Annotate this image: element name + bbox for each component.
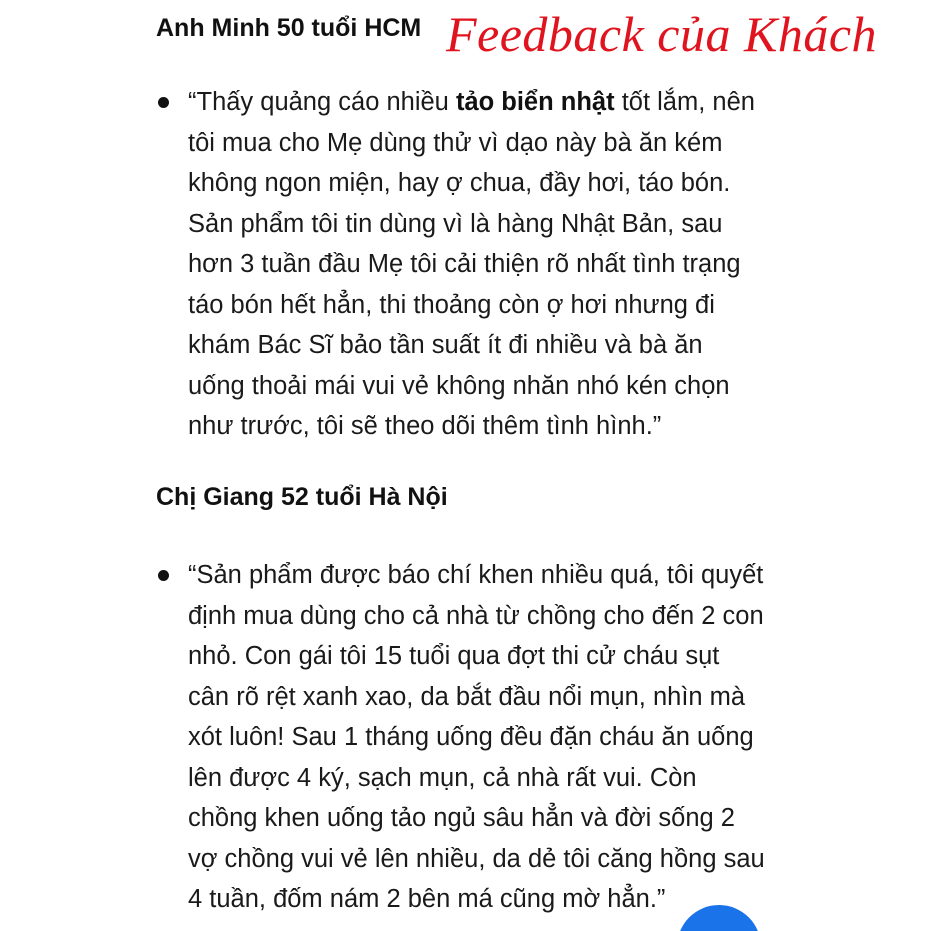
quote-line: táo bón hết hẳn, thi thoảng còn ợ hơi nhưng đi — [188, 290, 715, 319]
review-quote-2 — [188, 555, 908, 920]
quote-text: “Thấy quảng cáo nhiều — [188, 88, 456, 116]
quote-line: nhỏ. Con gái tôi 15 tuổi qua đợt thi cử cháu sụt — [188, 642, 720, 670]
quote-line: lên được 4 ký, sạch mụn, cả nhà rất vui. Còn — [188, 763, 697, 792]
quote-line: xót luôn! Sau 1 tháng uống đều đặn cháu ăn uống — [188, 723, 754, 751]
bullet-icon — [158, 97, 169, 108]
product-name-emphasis: tảo biển nhật — [455, 88, 615, 116]
quote-line: khám Bác Sĩ bảo tần suất ít đi nhiều và bà ăn — [188, 331, 703, 359]
quote-line: tôi mua cho Mẹ dùng thử vì dạo này bà ăn kém — [188, 128, 723, 157]
quote-line: “Sản phẩm được báo chí khen nhiều quá, tôi quyết — [188, 561, 764, 589]
quote-line: chồng khen uống tảo ngủ sâu hẳn và đời sống 2 — [188, 804, 735, 832]
quote-line: hơn 3 tuần đầu Mẹ tôi cải thiện rõ nhất tình trạng — [188, 250, 741, 278]
quote-line: uống thoải mái vui vẻ không nhăn nhó kén chọn — [188, 371, 730, 400]
bullet-icon — [158, 570, 169, 581]
quote-line: không ngon miện, hay ợ chua, đầy hơi, táo bón. — [188, 169, 731, 197]
quote-line — [188, 82, 908, 123]
reviewer-name-2: Chị Giang 52 tuổi Hà Nội — [156, 483, 448, 511]
reviewer-name-1: Anh Minh 50 tuổi HCM — [156, 14, 422, 42]
feedback-title: Feedback của Khách — [446, 6, 878, 62]
quote-line: 4 tuần, đốm nám 2 bên má cũng mờ hẳn.” — [188, 885, 666, 913]
review-quote-1 — [188, 82, 908, 447]
quote-line: Sản phẩm tôi tin dùng vì là hàng Nhật Bản, sau — [188, 209, 723, 238]
quote-line: cân rõ rệt xanh xao, da bắt đầu nổi mụn, nhìn mà — [188, 682, 746, 711]
quote-line: định mua dùng cho cả nhà từ chồng cho đến 2 con — [188, 601, 764, 630]
quote-line: như trước, tôi sẽ theo dõi thêm tình hình.” — [188, 412, 662, 440]
quote-line: vợ chồng vui vẻ lên nhiều, da dẻ tôi căng hồng sau — [188, 844, 765, 873]
quote-text: tốt lắm, nên — [614, 88, 755, 116]
